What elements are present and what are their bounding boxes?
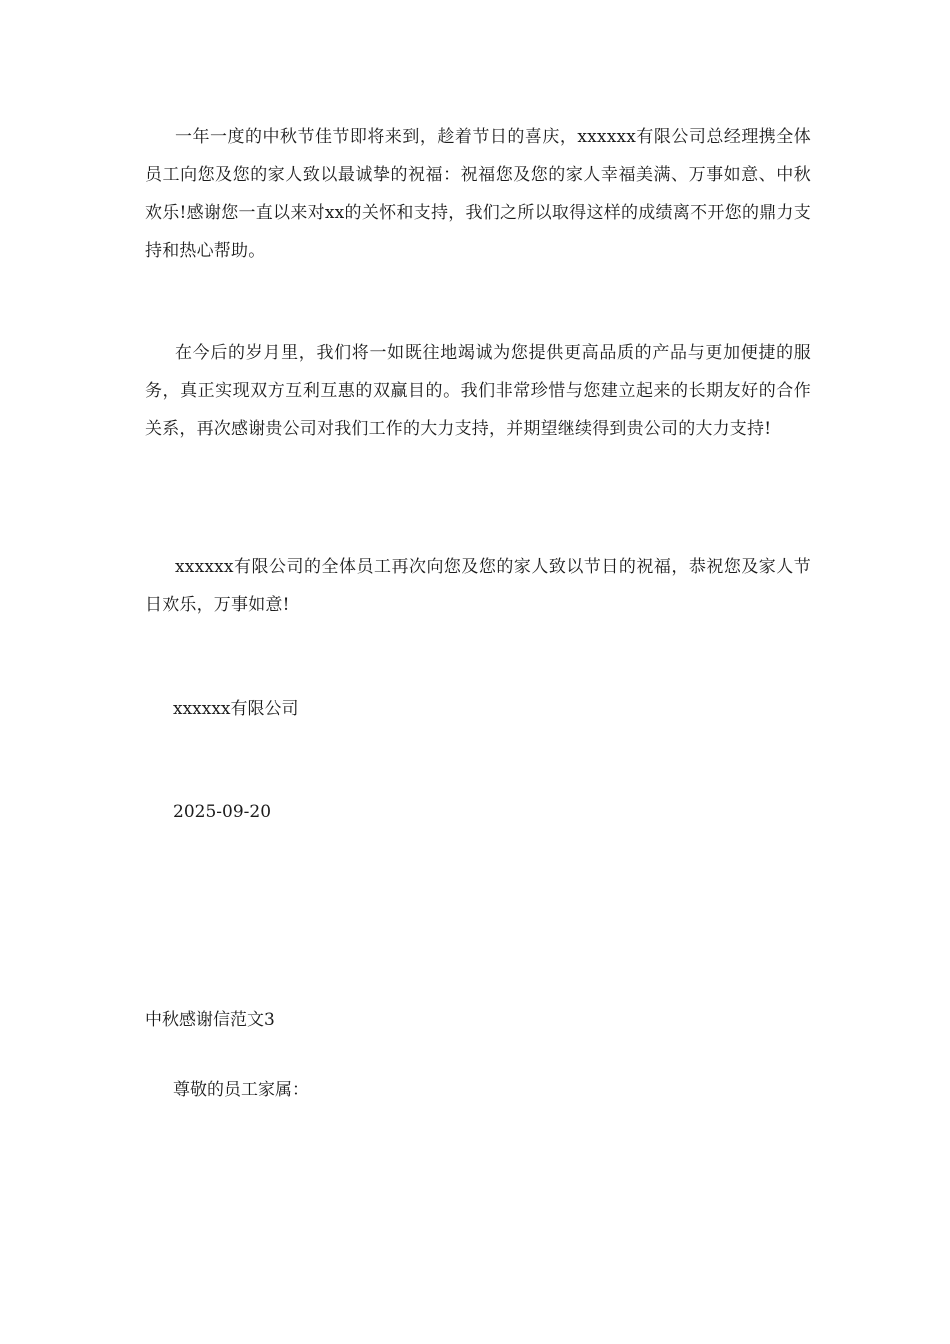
letter-paragraph-3: xxxxxx有限公司的全体员工再次向您及您的家人致以节日的祝福，恭祝您及家人节日欢乐，万事如意! xyxy=(145,557,811,615)
letter-paragraph-2: 在今后的岁月里，我们将一如既往地竭诚为您提供更高品质的产品与更加便捷的服务，真正实现双方互利互惠的双赢目的。我们非常珍惜与您建立起来的长期友好的合作关系，再次感谢贵公司对我们工作的大力支持，并期望继续得到贵公司的大力支持! xyxy=(145,343,811,439)
salutation: 尊敬的员工家属： xyxy=(173,1080,309,1100)
letter-paragraph-1: 一年一度的中秋节佳节即将来到，趁着节日的喜庆，xxxxxx有限公司总经理携全体员工向您及您的家人致以最诚挚的祝福：祝福您及您的家人幸福美满、万事如意、中秋欢乐!感谢您一直以来对xx的关怀和支持，我们之所以取得这样的成绩离不开您的鼎力支持和热心帮助。 xyxy=(145,127,811,261)
signature-date: 2025-09-20 xyxy=(173,802,272,822)
section-title: 中秋感谢信范文3 xyxy=(145,1010,275,1030)
signature-company: xxxxxx有限公司 xyxy=(173,699,299,719)
